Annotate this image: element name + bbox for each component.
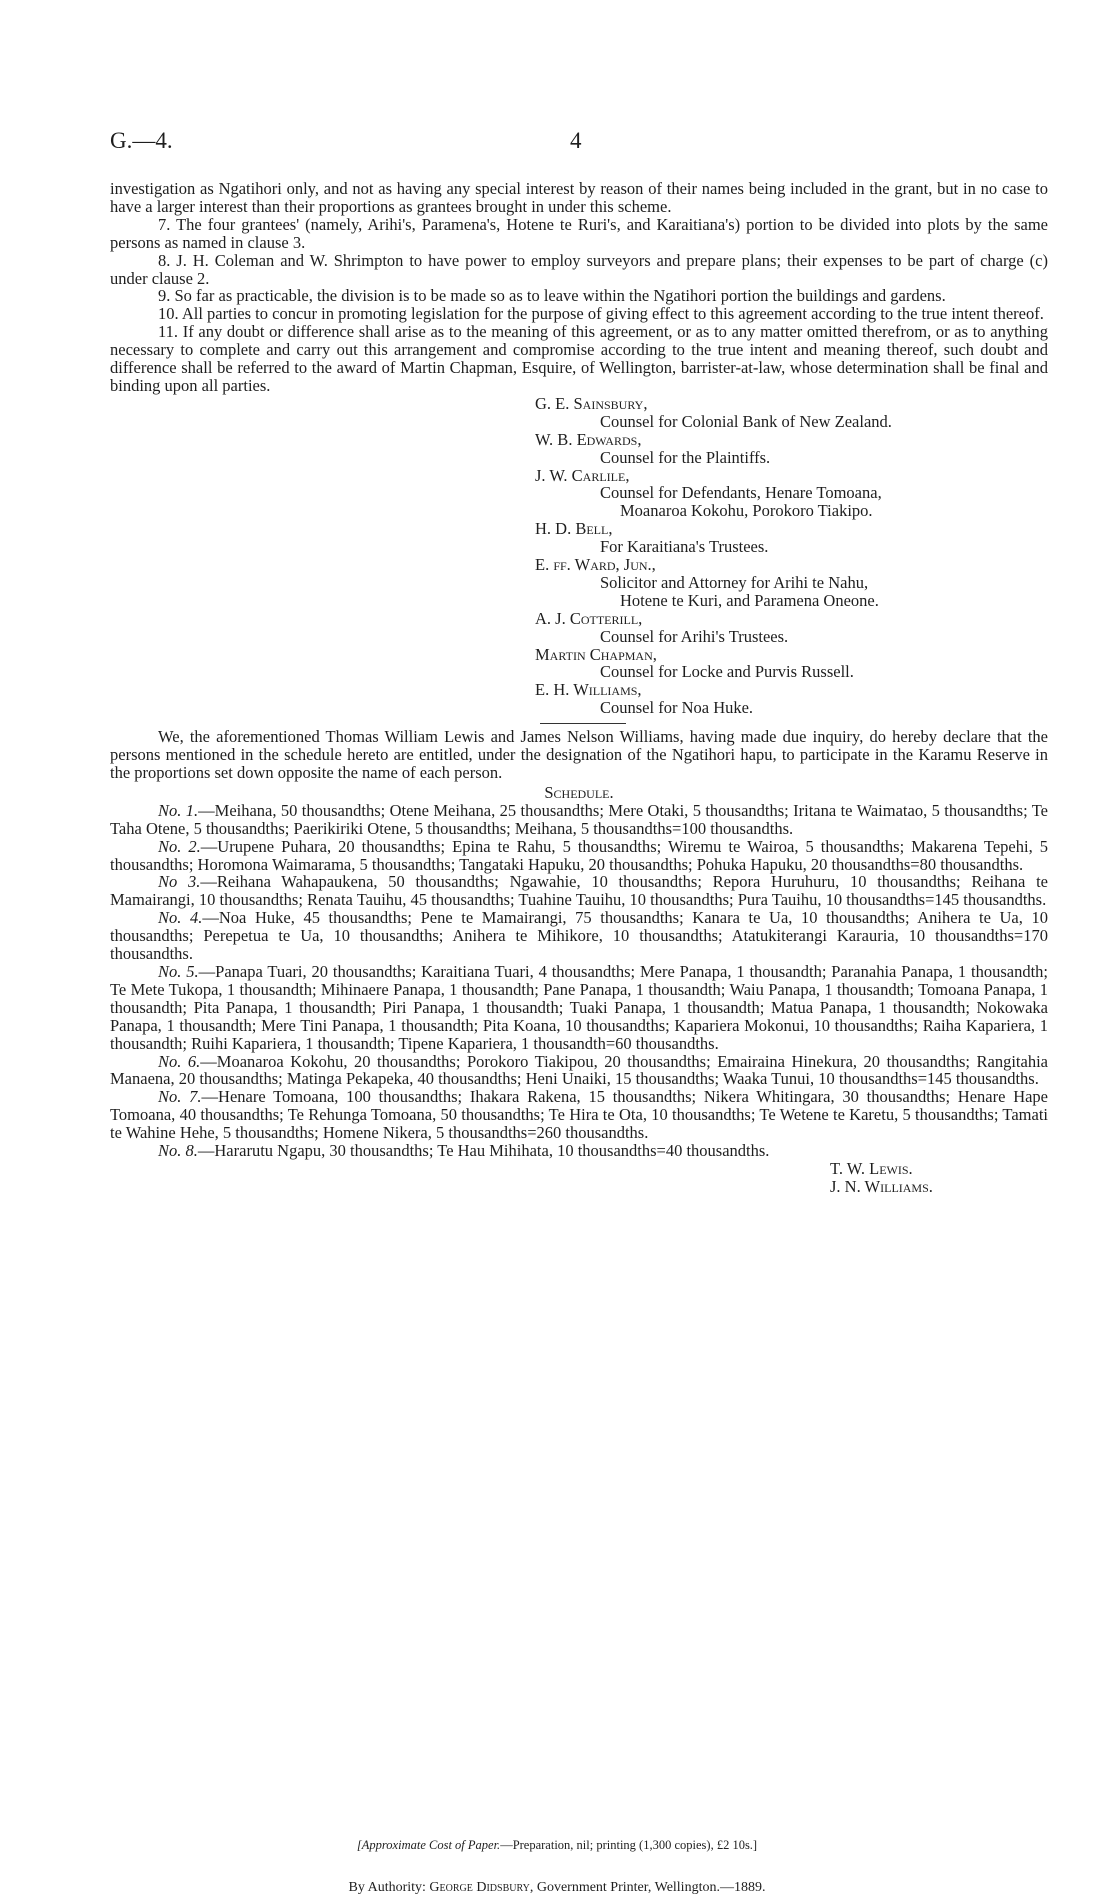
clause-7: 7. The four grantees' (namely, Arihi's, Paramena's, Hotene te Ruri's, and Karaitiana's) portion to be divided into plots by the same persons as named in clause 3. [110, 214, 1048, 252]
schedule-entry-text: —Reihana Wahapaukena, 50 thousandths; Ngawahie, 10 thousandths; Repora Huruhuru, 10 thousandths; Reihana te Mamairangi, 10 thousandths; Renata Tauihu, 45 thousandths; Tuahine Tauihu, 10 thousandths; Pura Tauihu, 10 thousandths=145 thousandths. [110, 872, 1048, 910]
clause-11: 11. If any doubt or difference shall arise as to the meaning of this agreement, or as to any matter omitted therefrom, or as to anything necessary to complete and carry out this arrangement and compromise according to the true intent and meaning thereof, such doubt and difference shall be referred to the award of Martin Chapman, Esquire, of Wellington, barrister-at-law, whose determination shall be final and binding upon all parties. [110, 322, 1048, 395]
schedule-entry [110, 909, 1048, 963]
signatory-role: Solicitor and Attorney for Arihi te Nahu, [600, 572, 869, 592]
schedule-entry-number: No. 6. [158, 1051, 201, 1071]
final-signatory: J. N. Williams. [830, 1176, 933, 1196]
cost-note [0, 1838, 1114, 1853]
schedule-entry [110, 1088, 1048, 1142]
signatory-name: G. E. Sainsbury, [535, 393, 648, 413]
signatory-name: Martin Chapman, [535, 644, 657, 664]
schedule-entry [110, 802, 1048, 838]
schedule-entry [110, 1142, 1048, 1160]
authority-line [0, 1880, 1114, 1896]
cost-label: [Approximate Cost of Paper. [356, 1838, 501, 1852]
schedule-entry [110, 873, 1048, 909]
schedule-entry-text: —Henare Tomoana, 100 thousandths; Ihakara Rakena, 15 thousandths; Nikera Whitingara, 30 thousandths; Henare Hape Tomoana, 40 thousandths; Te Rehunga Tomoana, 50 thousandths; Te Hira te Ota, 10 thousandths; Te Wetene te Karetu, 5 thousandths; Tamati te Wahine Hehe, 5 thousandths; Homene Nikera, 5 thousandths=260 thousandths. [110, 1087, 1049, 1143]
schedule-entry [110, 963, 1048, 1053]
signatory-name: J. W. Carlile, [535, 465, 630, 485]
signatory-role: Counsel for Noa Huke. [600, 698, 754, 718]
section-divider [540, 723, 626, 724]
authority-prefix: By Authority: [348, 1880, 430, 1895]
signatory-role: Counsel for the Plaintiffs. [600, 447, 771, 467]
schedule-entry-text: —Hararutu Ngapu, 30 thousandths; Te Hau Mihihata, 10 thousandths=40 thousandths. [197, 1141, 770, 1161]
schedule-entry-number: No. 2. [158, 836, 201, 856]
signatory-name: E. ff. Ward, Jun., [535, 555, 656, 575]
clause-9: 9. So far as practicable, the division is to be made so as to leave within the Ngatihori portion the buildings and gardens. [158, 286, 946, 306]
signatory-name: W. B. Edwards, [535, 429, 642, 449]
authority-suffix: , Government Printer, Wellington.—1889. [529, 1880, 766, 1895]
schedule-entry [110, 838, 1048, 874]
signatory-role: Counsel for Arihi's Trustees. [600, 626, 789, 646]
signatory-role: For Karaitiana's Trustees. [600, 537, 769, 557]
schedule-entry-number: No. 7. [158, 1087, 202, 1107]
signatory-role: Counsel for Locke and Purvis Russell. [600, 662, 854, 682]
final-signatories [830, 1160, 1048, 1196]
printer-name: George Didsbury [429, 1880, 530, 1895]
page-header [110, 128, 1020, 158]
schedule-entry-text: —Meihana, 50 thousandths; Otene Meihana, 25 thousandths; Mere Otaki, 5 thousandths; Iritana te Waimatao, 5 thousandths; Te Taha Otene, 5 thousandths; Paerikiriki Otene, 5 thousandths; Meihana, 5 thousandths=100 thousandths. [110, 800, 1048, 838]
final-signatory: T. W. Lewis. [830, 1158, 913, 1178]
schedule-entry-number: No. 8. [158, 1141, 198, 1161]
schedule-entry-number: No. 1. [158, 800, 199, 820]
schedule-entry-text: —Moanaroa Kokohu, 20 thousandths; Porokoro Tiakipou, 20 thousandths; Emairaina Hinekura, 20 thousandths; Rangitahia Manaena, 20 thousandths; Matinga Pekapeka, 40 thousandths; Heni Unaiki, 15 thousandths; Waaka Tunui, 10 thousandths=145 thousandths. [110, 1051, 1048, 1089]
signatory-name: A. J. Cotterill, [535, 608, 643, 628]
document-reference: G.—4. [110, 128, 173, 153]
signatory-role: Counsel for Defendants, Henare Tomoana, [600, 483, 882, 503]
schedule-entry-text: —Panapa Tuari, 20 thousandths; Karaitiana Tuari, 4 thousandths; Mere Panapa, 1 thousandth; Paranahia Panapa, 1 thousandth; Te Mete Tukopa, 1 thousandth; Mihinaere Panapa, 1 thousandth; Pane Panapa, 1 thousandth; Waiu Panapa, 1 thousandth; Tomoana Panapa, 1 thousandth; Pita Panapa, 1 thousandth; Piri Panapa, 1 thousandth; Tuaki Panapa, 1 thousandth; Matua Panapa, 1 thousandth; Nokowaka Panapa, 1 thousandth; Mere Tini Panapa, 1 thousandth; Pita Koana, 10 thousandths; Kapariera Mokonui, 10 thousandths; Raiha Kapariera, 1 thousandth; Ruihi Kapariera, 1 thousandth; Tipene Kapariera, 1 thousandth=60 thousandths. [110, 961, 1048, 1053]
schedule-entry-text: —Urupene Puhara, 20 thousandths; Epina te Rahu, 5 thousandths; Wiremu te Wairoa, 5 thousandths; Makarena Tepehi, 5 thousandths; Horomona Waimarama, 5 thousandths; Tangataki Hapuku, 20 thousandths; Pohuka Hapuku, 20 thousandths=80 thousandths. [110, 836, 1048, 874]
intro-paragraph: investigation as Ngatihori only, and not as having any special interest by reason of their names being included in the grant, but in no case to have a larger interest than their proportions as grantees brought in under this scheme. [110, 179, 1048, 216]
signatories-block [535, 395, 1048, 717]
signatory-name: E. H. Williams, [535, 680, 642, 700]
page-number: 4 [570, 128, 582, 153]
schedule-entry-number: No 3. [158, 872, 201, 892]
clause-8: 8. J. H. Coleman and W. Shrimpton to have power to employ surveyors and prepare plans; their expenses to be part of charge (c) under clause 2. [110, 250, 1048, 288]
clause-10: 10. All parties to concur in promoting legislation for the purpose of giving effect to this agreement according to the true intent thereof. [158, 304, 1044, 324]
signatory-role: Counsel for Colonial Bank of New Zealand. [600, 411, 892, 431]
schedule-entry-number: No. 4. [158, 908, 203, 928]
signatory-name: H. D. Bell, [535, 519, 613, 539]
signatory-role: Moanaroa Kokohu, Porokoro Tiakipo. [620, 501, 873, 521]
schedule-entry-text: —Noa Huke, 45 thousandths; Pene te Mamairangi, 75 thousandths; Kanara te Ua, 10 thousandths; Anihera te Ua, 10 thousandths; Perepetua te Ua, 10 thousandths; Anihera te Mihikore, 10 thousandths; Atatukiterangi Karauria, 10 thousandths=170 thousandths. [110, 908, 1048, 964]
schedule-entry [110, 1053, 1048, 1089]
schedule-heading: Schedule. [544, 782, 614, 802]
document-body [110, 180, 1048, 1196]
declaration-paragraph: We, the aforementioned Thomas William Lewis and James Nelson Williams, having made due inquiry, do hereby declare that the persons mentioned in the schedule hereto are entitled, under the designation of the Ngatihori hapu, to participate in the Karamu Reserve in the proportions set down opposite the name of each person. [110, 727, 1048, 782]
signatory-role: Hotene te Kuri, and Paramena Oneone. [620, 590, 879, 610]
schedule-entry-number: No. 5. [158, 961, 199, 981]
cost-text: —Preparation, nil; printing (1,300 copies), £2 10s.] [500, 1838, 758, 1852]
